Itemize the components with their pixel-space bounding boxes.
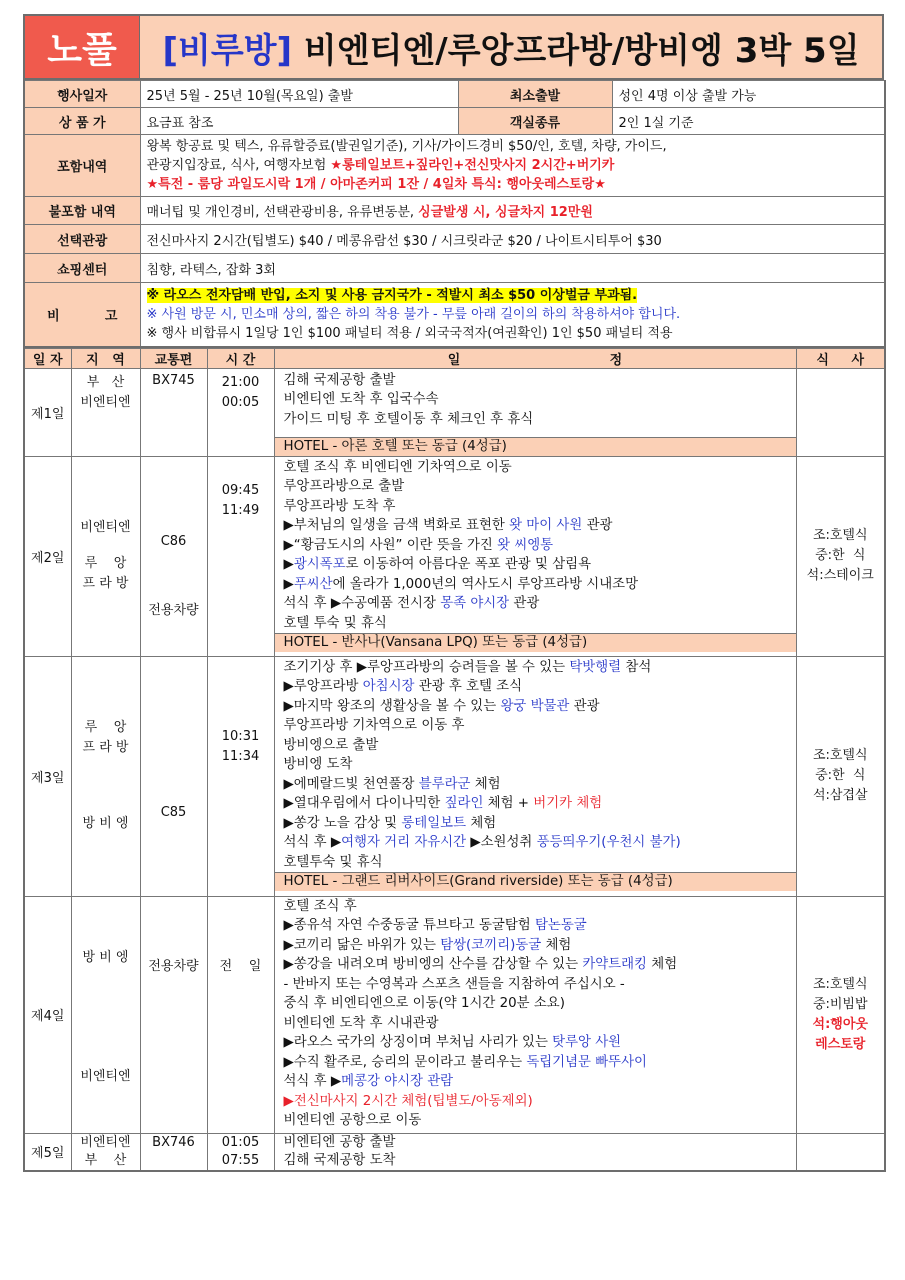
highlight-place: 몽족 야시장 xyxy=(440,596,510,611)
col-region: 지 역 xyxy=(71,348,140,368)
meal-item: 중:한 식 xyxy=(815,768,866,783)
include-line-2 xyxy=(147,156,885,175)
time: 전 일 xyxy=(207,896,274,1133)
transport: BX746 xyxy=(140,1133,207,1171)
highlight-place: 짚라인 xyxy=(444,796,484,811)
region: 프 라 방 xyxy=(82,576,129,591)
highlight-place: 롱테일보트 xyxy=(401,815,467,831)
time: 10:31 xyxy=(221,728,260,744)
itinerary-line: 루앙프라방 기차역으로 이동 후 xyxy=(283,718,465,733)
transport: 전용차량 xyxy=(140,896,207,1133)
time: 11:34 xyxy=(221,748,260,764)
option-label: 선택관광 xyxy=(24,225,140,254)
transport: C85 xyxy=(140,656,207,896)
period-label: 행사일자 xyxy=(24,81,140,108)
day-2-region xyxy=(71,456,140,656)
itinerary-line: 김해 국제공항 출발 xyxy=(283,372,396,388)
day-4-meals xyxy=(796,896,885,1133)
region: 루 앙 xyxy=(84,720,127,735)
itinerary-line: ▶종유석 자연 수중동굴 튜브타고 동굴탐험 탐논동굴 xyxy=(283,918,587,933)
day-1-meals xyxy=(796,368,885,456)
highlight-place: 탐논동굴 xyxy=(534,918,587,933)
itinerary-document xyxy=(23,14,884,1172)
day-4-region xyxy=(71,896,140,1133)
min-value: 성인 4명 이상 출발 가능 xyxy=(612,81,885,108)
day-3-meals xyxy=(796,656,885,896)
period-value: 25년 5월 - 25년 10월(목요일) 출발 xyxy=(140,81,458,108)
info-table xyxy=(23,80,886,348)
itinerary-line: ▶부처님의 일생을 금색 벽화로 표현한 왓 마이 사원 관광 xyxy=(283,518,613,533)
itinerary-line: ▶열대우림에서 다이나믹한 짚라인 체험 + 버기카 체험 xyxy=(283,796,603,811)
meal-item: 레스토랑 xyxy=(815,1036,866,1052)
day-4-row xyxy=(24,896,885,1133)
shop-value: 침향, 라텍스, 잡화 3회 xyxy=(140,254,885,283)
region: 프 라 방 xyxy=(82,740,129,755)
day-1-times xyxy=(207,368,274,456)
highlight-place: 카약트래킹 xyxy=(582,957,647,972)
itinerary-line: 비엔티엔 공항 출발 xyxy=(283,1134,396,1150)
single-charge: 싱글발생 시, 싱글차지 12만원 xyxy=(418,205,593,220)
itinerary-line: 방비엥 도착 xyxy=(283,757,353,772)
include-line-2-highlight: ★롱테일보트+짚라인+전신맛사지 2시간+버기카 xyxy=(330,158,615,173)
day-1-itinerary xyxy=(274,368,796,456)
shop-label: 쇼핑센터 xyxy=(24,254,140,283)
note-line-3: ※ 행사 비합류시 1일당 1인 $100 패널티 적용 / 외국국적자(여권확인) 1인 $50 패널티 적용 xyxy=(146,325,673,341)
exclude-label: 불포함 내역 xyxy=(24,197,140,225)
itinerary-line: 가이드 미팅 후 호텔이동 후 체크인 후 휴식 xyxy=(283,411,534,427)
itinerary-line: 석식 후 ▶수공예품 전시장 몽족 야시장 관광 xyxy=(283,596,540,611)
time: 11:49 xyxy=(221,502,260,518)
itinerary-line: 호텔 투숙 및 휴식 xyxy=(283,615,387,631)
room-label: 객실종류 xyxy=(458,108,612,135)
title-text: 비엔티엔/루앙프라방/방비엥 3박 5일 xyxy=(292,30,860,71)
itinerary-line: 중식 후 비엔티엔으로 이동(약 1시간 20분 소요) xyxy=(283,996,565,1011)
day-3-times xyxy=(207,656,274,896)
highlight-activity: 버기카 체험 xyxy=(533,796,603,811)
highlight-place: 탓루앙 사원 xyxy=(552,1035,622,1050)
include-label: 포함내역 xyxy=(24,135,140,197)
itinerary-line: 호텔 조식 후 비엔티엔 기차역으로 이동 xyxy=(283,459,512,475)
highlight-place: 왓 마이 사원 xyxy=(509,518,583,533)
highlight-place: 왕궁 박물관 xyxy=(500,698,570,714)
itinerary-line: 루앙프라방 도착 후 xyxy=(283,498,396,514)
itinerary-line: 비엔티엔 공항으로 이동 xyxy=(283,1113,422,1128)
meal-item: 석:스테이크 xyxy=(806,568,874,583)
day-5-region xyxy=(71,1133,140,1171)
price-label: 상 품 가 xyxy=(24,108,140,135)
meal-item: 중:한 식 xyxy=(815,548,866,563)
itinerary-line: 방비엥으로 출발 xyxy=(283,737,379,753)
col-transport: 교통편 xyxy=(140,348,207,368)
region: 부 산 xyxy=(86,374,125,390)
itinerary-line: - 반바지 또는 수영복과 스포츠 샌들을 지참하여 주십시오 - xyxy=(283,976,625,992)
itinerary-line: 루앙프라방으로 출발 xyxy=(283,479,405,494)
highlight-place: 여행자 거리 자유시간 xyxy=(341,835,467,850)
region: 루 앙 xyxy=(84,556,127,571)
header-table xyxy=(23,14,884,80)
day-5-itinerary xyxy=(274,1133,796,1171)
include-line-1: 왕복 항공료 및 텍스, 유류할증료(발권일기준), 기사/가이드경비 $50/인, 호텔, 차량, 가이드, xyxy=(146,139,667,154)
day-5-times xyxy=(207,1133,274,1171)
meal-item: 조:호텔식 xyxy=(812,748,868,763)
schedule-table xyxy=(23,348,886,1173)
time: 21:00 xyxy=(221,374,260,390)
note-label: 비 고 xyxy=(24,283,140,347)
time: 00:05 xyxy=(221,394,260,410)
highlight-place: 광시폭포 xyxy=(293,557,346,572)
time: 09:45 xyxy=(221,482,260,498)
day-1-region xyxy=(71,368,140,456)
col-day: 일 자 xyxy=(24,348,71,368)
transport: C86 xyxy=(160,534,187,549)
option-value: 전신마사지 2시간(팁별도) $40 / 메콩유람선 $30 / 시크릿라군 $20 / 나이트시티투어 $30 xyxy=(140,225,885,254)
brand-logo: 노풀 xyxy=(24,15,140,79)
day-5-row xyxy=(24,1133,885,1171)
day-1-row xyxy=(24,368,885,456)
meal-item: 석:삼겹살 xyxy=(812,788,868,803)
room-value: 2인 1실 기준 xyxy=(612,108,885,135)
col-time: 시 간 xyxy=(207,348,274,368)
itinerary-line: 석식 후 ▶여행자 거리 자유시간 ▶소원성취 풍등띄우기(우천시 불가) xyxy=(283,835,681,850)
highlight-place: 탐쌍(코끼리)동굴 xyxy=(440,937,542,953)
day-3-region xyxy=(71,656,140,896)
itinerary-line: 김해 국제공항 도착 xyxy=(283,1152,396,1168)
meal-item: 조:호텔식 xyxy=(812,976,868,992)
region: 방 비 엥 xyxy=(82,816,129,831)
itinerary-line: ▶푸씨산에 올라가 1,000년의 역사도시 루앙프라방 시내조망 xyxy=(283,576,639,592)
itinerary-line: 조기기상 후 ▶루앙프라방의 승려들을 볼 수 있는 탁밧행렬 참석 xyxy=(283,659,652,675)
itinerary-line: ▶코끼리 닮은 바위가 있는 탐쌍(코끼리)동굴 체험 xyxy=(283,937,572,953)
exclude-text: 매너팁 및 개인경비, 선택관광비용, 유류변동분, xyxy=(146,205,419,220)
col-meal: 식 사 xyxy=(796,348,885,368)
hotel-line: HOTEL - 반사나(Vansana LPQ) 또는 동급 (4성급) xyxy=(275,633,796,652)
day-2-meals xyxy=(796,456,885,656)
highlight-place: 독립기념문 빠뚜사이 xyxy=(526,1054,647,1070)
meal-item: 석:행아웃 xyxy=(812,1016,868,1032)
highlight-place: 탁밧행렬 xyxy=(569,659,622,675)
itinerary-line: 석식 후 ▶메콩강 야시장 관람 xyxy=(283,1074,454,1089)
itinerary-line: ▶쏭강 노을 감상 및 롱테일보트 체험 xyxy=(283,815,497,831)
time: 01:05 xyxy=(221,1134,260,1150)
itinerary-line: 비엔티엔 도착 후 입국수속 xyxy=(283,392,439,407)
itinerary-line: ▶“황금도시의 사원” 이란 뜻을 가진 왓 씨엥통 xyxy=(283,537,554,553)
day-5-meals xyxy=(796,1133,885,1171)
highlight-place: 왓 씨엥통 xyxy=(497,537,554,553)
price-value: 요금표 참조 xyxy=(140,108,458,135)
itinerary-line: ▶수직 활주로, 승리의 문이라고 불리우는 독립기념문 빠뚜사이 xyxy=(283,1054,647,1070)
day-label: 제3일 xyxy=(24,656,71,896)
note-value xyxy=(140,283,885,347)
itinerary-line: 호텔투숙 및 휴식 xyxy=(283,854,383,870)
highlight-activity: 전신마사지 2시간 체험(팁별도/아동제외) xyxy=(293,1093,533,1109)
time: 07:55 xyxy=(221,1152,260,1168)
day-2-times xyxy=(207,456,274,656)
region: 비엔티엔 xyxy=(80,1068,131,1084)
highlight-place: 아침시장 xyxy=(362,679,415,694)
region: 비엔티엔 xyxy=(80,520,131,535)
region: 비엔티엔 xyxy=(80,394,131,410)
itinerary-line: ▶에메랄드빛 천연풀장 블루라군 체험 xyxy=(283,776,501,792)
col-itinerary: 일 정 xyxy=(274,348,796,368)
transport: BX745 xyxy=(140,368,207,456)
meal-item: 중:비빔밥 xyxy=(812,996,868,1012)
day-2-itinerary xyxy=(274,456,796,656)
highlight-place: 블루라군 xyxy=(418,776,471,792)
include-value xyxy=(140,135,885,197)
meal-item: 조:호텔식 xyxy=(812,528,868,543)
itinerary-line: ▶전신마사지 2시간 체험(팁별도/아동제외) xyxy=(283,1093,533,1109)
region: 비엔티엔 xyxy=(80,1134,131,1150)
itinerary-line: ▶라오스 국가의 상징이며 부처님 사리가 있는 탓루앙 사원 xyxy=(283,1035,622,1050)
region: 방 비 엥 xyxy=(82,949,129,965)
transport: 전용차량 xyxy=(148,603,199,618)
day-3-row xyxy=(24,656,885,896)
title-tag: [비루방] xyxy=(162,30,293,71)
exclude-value xyxy=(140,197,885,225)
itinerary-line: ▶광시폭포로 이동하여 아름다운 폭포 관광 및 삼림욕 xyxy=(283,557,592,572)
itinerary-line: ▶쏭강을 내려오며 방비엥의 산수를 감상할 수 있는 카약트래킹 체험 xyxy=(283,957,678,972)
highlight-place: 메콩강 야시장 관람 xyxy=(341,1074,454,1089)
hotel-line: HOTEL - 아론 호텔 또는 동급 (4성급) xyxy=(275,437,796,456)
itinerary-line: ▶루앙프라방 아침시장 관광 후 호텔 조식 xyxy=(283,679,523,694)
day-4-itinerary xyxy=(274,896,796,1133)
note-line-1-text: ※ 라오스 전자담배 반입, 소지 및 사용 금지국가 - 적발시 최소 $50 이상벌금 부과됨. xyxy=(146,287,638,303)
itinerary-line: 호텔 조식 후 xyxy=(283,898,357,914)
note-line-2: ※ 사원 방문 시, 민소매 상의, 짧은 하의 착용 불가 - 무릎 아래 길이의 하의 착용하셔야 합니다. xyxy=(146,306,681,322)
include-line-3: ★특전 - 룸당 과일도시락 1개 / 아마존커피 1잔 / 4일차 특식: 행아웃레스토랑★ xyxy=(146,177,606,192)
itinerary-line: 비엔티엔 도착 후 시내관광 xyxy=(283,1015,439,1031)
day-2-transport xyxy=(140,456,207,656)
day-label: 제2일 xyxy=(24,456,71,656)
page-title xyxy=(140,15,884,79)
note-line-1 xyxy=(147,286,885,305)
day-2-row xyxy=(24,456,885,656)
day-label: 제5일 xyxy=(24,1133,71,1171)
highlight-place: 푸씨산 xyxy=(293,576,333,592)
region: 부 산 xyxy=(84,1152,127,1168)
day-3-itinerary xyxy=(274,656,796,896)
day-label: 제4일 xyxy=(24,896,71,1133)
min-label: 최소출발 xyxy=(458,81,612,108)
highlight-place: 풍등띄우기(우천시 불가) xyxy=(536,835,681,850)
day-label: 제1일 xyxy=(24,368,71,456)
itinerary-line: ▶마지막 왕조의 생활상을 볼 수 있는 왕궁 박물관 관광 xyxy=(283,698,600,714)
hotel-line: HOTEL - 그랜드 리버사이드(Grand riverside) 또는 동급 (4성급) xyxy=(275,872,796,891)
include-line-2-text: 관광지입장료, 식사, 여행자보험 xyxy=(146,158,331,173)
